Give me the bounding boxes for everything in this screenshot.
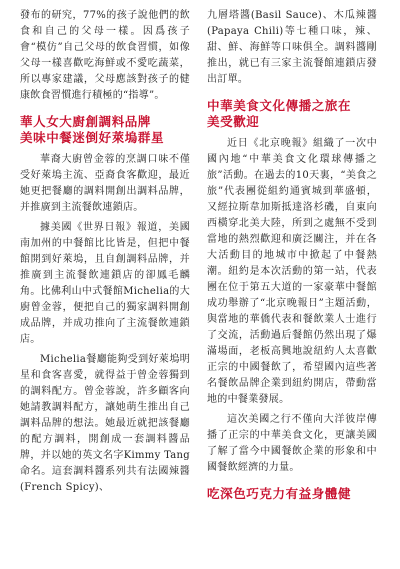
article-paragraph: 據美國《世界日報》報道，美國南加州的中餐館比比皆是，但把中餐館開到好萊塢，且自創調料品牌，并推廣到主流餐飲連鎖店的卻鳳毛麟角。比佛利山中式餐館Michelia的大廚曾金蓉，便把自己的獨家調料開創成品牌，并成功推向了主流餐飲連鎖店。 [20, 222, 190, 345]
article-paragraph: Michelia餐廳能夠受到好萊塢明星和食客喜愛，就得益于曾金蓉獨到的調料配方。曾金蓉說，許多顧客向她請教調料配方，讓她萌生推出自己調料品牌的想法。她最近就把該餐廳的配方調料，開創成一套調料醬品牌，并以她的英文名字Kimmy Tang命名。這套調料醬系列共有法國辣醬(French Spicy)、 [20, 354, 190, 493]
article-paragraph: 近日《北京晚報》組織了一次中國內地“中華美食文化環球傳播之旅”活動。在過去的10天裏，“美食之旅”代表團從組約通賓城到華盛頓，又經拉斯韋加斯抵達洛杉磯，自東向西橫穿北美大陸，所到之處無不受到當地的熱烈歡迎和廣泛關注，并在各大活動目的地城市中掀起了中餐熱潮。紐約是本次活動的第一站，代表團在位于第五大道的一家豪華中餐館成功舉辦了“北京晚報日”主題活動，與當地的華僑代表和餐飲業人士進行了交流，活動過后餐館仍然出現了爆滿場面，老板高興地說紐約人太喜歡正宗的中國餐飲了，希望國內這些著名餐飲品牌企業到紐約開店，帶動當地的中餐業發展。 [207, 138, 377, 405]
article-paragraph: 這次美國之行不僅向大洋彼岸傳播了正宗的中華美食文化，更讓美國了解了當今中國餐飲企業的形象和中國餐飲經濟的力量。 [207, 414, 377, 473]
heading-line: 美味中餐迷倒好萊塢群星 [20, 130, 165, 145]
heading-line: 中華美食文化傳播之旅在 [207, 98, 352, 113]
article-paragraph: 華裔大廚曾金蓉的烹調口味不僅受好萊塢主流、亞裔食客歡迎，最近她更把餐廳的調料開創出調料品牌，并推廣到主流餐飲連鎖店。 [20, 154, 190, 213]
right-column [207, 8, 377, 508]
heading-line: 美受歡迎 [207, 114, 260, 129]
section-heading-chef-brand [20, 114, 190, 146]
left-column [20, 8, 190, 500]
heading-line: 吃深色巧克力有益身體健 [207, 486, 352, 501]
section-heading-dark-chocolate [207, 486, 377, 502]
heading-line: 華人女大廚創調料品牌 [20, 114, 152, 129]
article-paragraph: 九層塔醬(Basil Sauce)、木瓜辣醬(Papaya Chili)等七種口味，辣、甜、鮮、海鮮等口味俱全。調料醬剛推出，就已有三家主流餐館連鎖店發出訂單。 [207, 10, 377, 85]
article-paragraph: 發布的研究，77%的孩子說他們的飲食和自己的父母一樣。因爲孩子會“模仿”自己父母的飲食習慣，如像父母一樣喜歡吃海鮮或不愛吃蔬菜，所以專家建議，父母應該對孩子的健康飲食習慣進行積極的“指導”。 [20, 10, 190, 101]
section-heading-food-culture-tour [207, 98, 377, 130]
